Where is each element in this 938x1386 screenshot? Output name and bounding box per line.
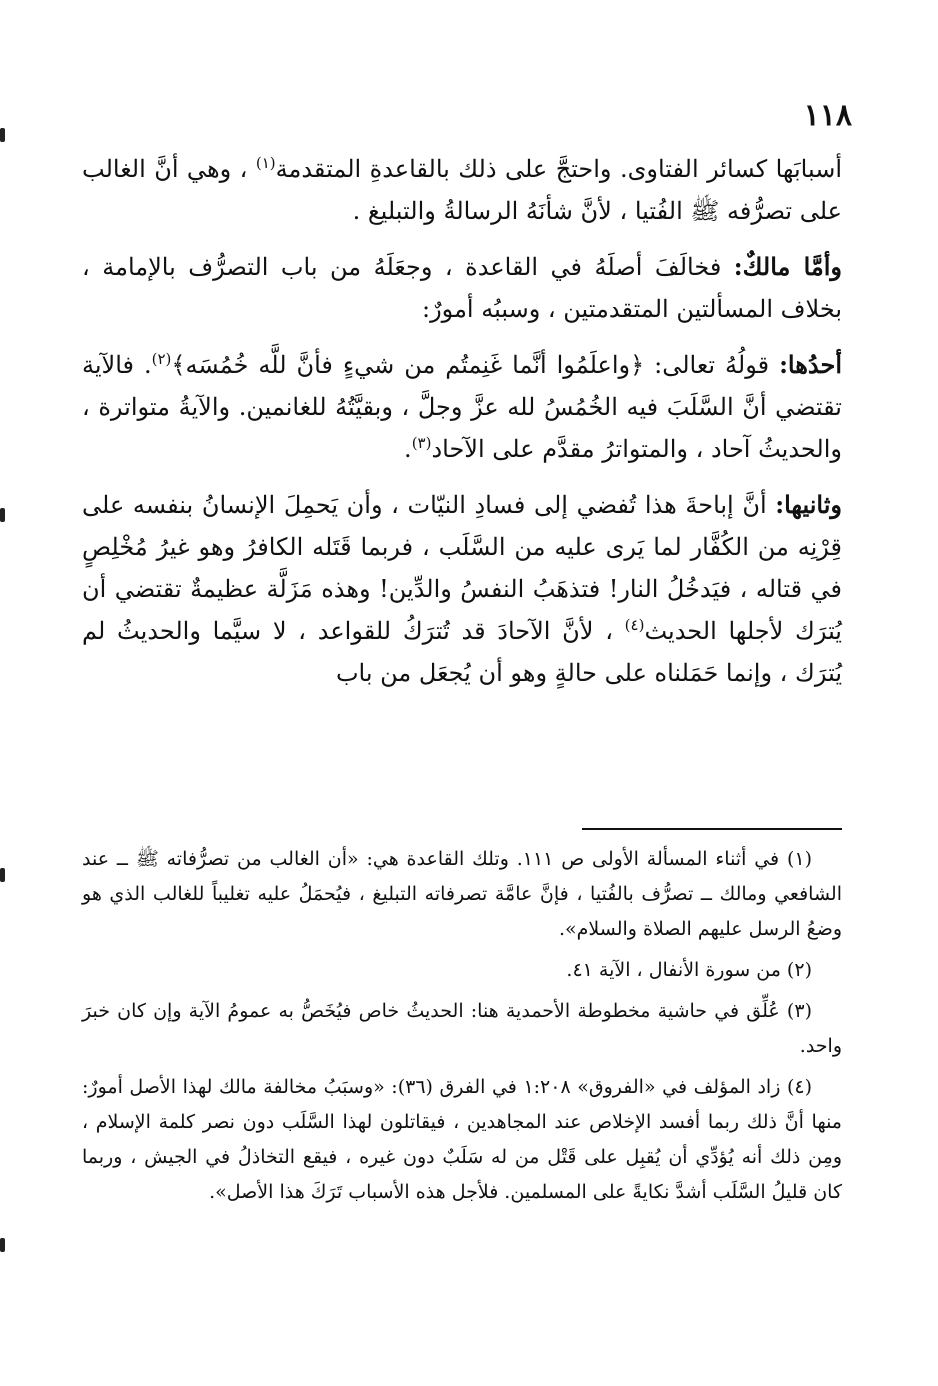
scan-edge-mark <box>0 1238 5 1252</box>
footnote-2: (٢) من سورة الأنفال ، الآية ٤١. <box>566 959 812 981</box>
paragraph-lead: أحدُها: <box>779 350 842 379</box>
paragraph-lead: وأمَّا مالكٌ: <box>733 252 843 281</box>
paragraph-text: أسبابَها كسائر الفتاوى. واحتجَّ على ذلك بالقاعدةِ المتقدمة <box>275 155 842 183</box>
paragraph-text: ، وهي أنَّ الغالب على تصرُّفه ﷺ الفُتيا ، لأنَّ شأنَهُ الرسالةُ والتبليغ . <box>82 155 842 225</box>
paragraph-text: قولُهُ تعالى: ﴿واعلَمُوا أنَّما غَنِمتُم من شيءٍ فأنَّ للَّه خُمُسَه﴾ <box>171 351 780 379</box>
scan-edge-mark <box>0 868 5 882</box>
paragraph-text: . <box>404 435 412 463</box>
footnotes <box>82 842 842 1216</box>
paragraph-2 <box>82 246 842 330</box>
footnote-ref-4: (٤) <box>624 616 645 634</box>
paragraph-text: أنَّ إباحةَ هذا تُفضي إلى فسادِ النيّات ، وأن يَحمِلَ الإنسانُ بنفسه على قِرْنِه من الكُفَّار لما يَرى عليه من السَّلَب ، فربما قَتَله الكافرُ وهو غيرُ مُخْلِصٍ في قتاله ، فيَدخُلُ النار! فتذهَبُ النفسُ والدِّين! وهذه مَزَلَّة عظيمةٌ تقتضي أن يُترَك لأجلها الحديث <box>82 491 842 645</box>
paragraph-3 <box>82 344 842 470</box>
page-number: ١١٨ <box>803 98 852 133</box>
footnote-1: (١) في أثناء المسألة الأولى ص ١١١. وتلك القاعدة هي: «أن الغالب من تصرُّفاته ﷺ ــ عند الشافعي ومالك ــ تصرُّف بالفُتيا ، فإنَّ عامَّة تصرفاته التبليغ ، فيُحمَلُ عليه تغليباً للغالب الذي هو وضعُ الرسل عليهم الصلاة والسلام». <box>82 848 842 940</box>
paragraph-text: . فالآية تقتضي أنَّ السَّلَبَ فيه الخُمُسُ لله عزَّ وجلَّ ، وبقيَّتُهُ للغانمين. والآيةُ متواترة ، والحديثُ آحاد ، والمتواترُ مقدَّم على الآحاد <box>82 351 842 463</box>
main-text <box>82 148 842 708</box>
footnote-3: (٣) عُلِّق في حاشية مخطوطة الأحمدية هنا: الحديثُ خاص فيُخَصُّ به عمومُ الآية وإن كان خبرَ واحد. <box>82 1000 842 1057</box>
paragraph-text: فخالَفَ أصلَهُ في القاعدة ، وجعَلَهُ من باب التصرُّف بالإمامة ، بخلاف المسألتين المتقدمتين ، وسببُه أمورٌ: <box>82 253 842 323</box>
paragraph-text: ، لأنَّ الآحادَ قد تُترَكُ للقواعد ، لا سيَّما والحديثُ لم يُترَك ، وإنما حَمَلناه على حالةٍ وهو أن يُجعَل من باب <box>82 617 842 687</box>
paragraph-4 <box>82 484 842 694</box>
scan-edge-mark <box>0 508 5 522</box>
footnote-ref-2: (٢) <box>151 350 172 368</box>
footnote-ref-3: (٣) <box>411 434 432 452</box>
paragraph-1 <box>82 148 842 232</box>
footnote-divider <box>582 828 842 830</box>
footnote-ref-1: (١) <box>255 154 276 172</box>
footnote-4: (٤) زاد المؤلف في «الفروق» ١:٢٠٨ في الفرق (٣٦): «وسبَبُ مخالفة مالك لهذا الأصل أمورٌ: منها أنَّ ذلك ربما أفسد الإخلاص عند المجاهدين ، فيقاتلون لهذا السَّلَب دون نصر كلمة الإسلام ، ومِن ذلك أنه يُؤدِّي أن يُقبِل على قَتْل من له سَلَبٌ دون غيره ، فيقع التخاذلُ في الجيش ، وربما كان قليلُ السَّلَب أشدَّ نكايةً على المسلمين. فلأجل هذه الأسباب تَرَكَ هذا الأصل». <box>82 1076 842 1203</box>
paragraph-lead: وثانيها: <box>775 490 842 519</box>
scan-edge-mark <box>0 128 5 142</box>
